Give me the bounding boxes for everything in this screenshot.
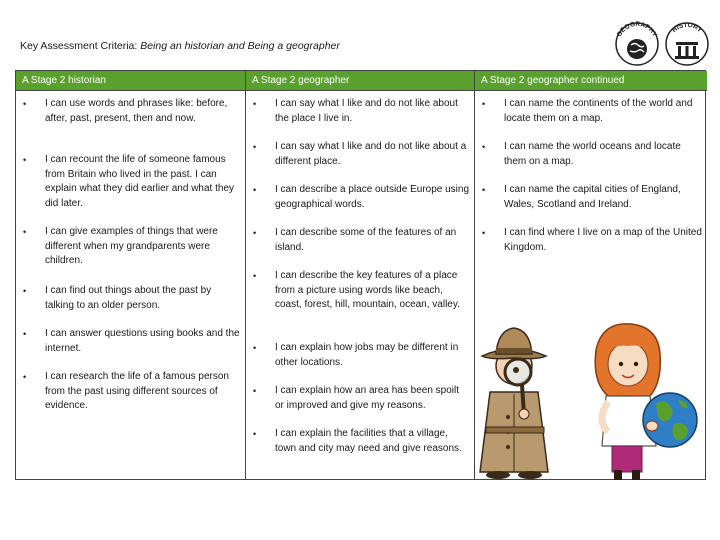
bullet: •: [482, 185, 486, 195]
detective-illustration: [468, 322, 560, 480]
geography-badge-icon: [612, 18, 662, 68]
list-item: • I can describe some of the features of an island.: [253, 227, 457, 253]
list-item: • I can name the continents of the world and locate them on a map.: [482, 98, 693, 124]
title-emphasis: Being an historian and Being a geographer: [140, 40, 340, 52]
list-item: • I can describe the key features of a place from a picture using words like beach, coast, forest, hill, mountain, ocean, valley.: [253, 270, 460, 310]
geography-badge-label: GEOGRAPHY: [615, 20, 659, 39]
bullet: •: [23, 227, 27, 237]
bullet: •: [23, 286, 27, 296]
list-item: • I can explain how an area has been spoilt or improved and give my reasons.: [253, 385, 460, 411]
list-item: • I can name the world oceans and locate them on a map.: [482, 141, 681, 167]
bullet: •: [253, 185, 257, 195]
historian-heading: A Stage 2 historian: [16, 71, 245, 91]
page-title: [20, 40, 340, 52]
list-item: • I can find out things about the past by talking to an older person.: [23, 285, 212, 311]
geographer-column: [245, 71, 474, 479]
list-item: • I can describe a place outside Europe using geographical words.: [253, 184, 470, 210]
bullet: •: [253, 142, 257, 152]
bullet: •: [482, 142, 486, 152]
historian-column: [16, 71, 245, 479]
list-item: • I can give examples of things that were different when my grandparents were children.: [23, 226, 218, 266]
list-item: • I can name the capital cities of England, Wales, Scotland and Ireland.: [482, 184, 681, 210]
history-badge-label: HISTORY: [670, 21, 704, 35]
geographer-continued-heading: A Stage 2 geographer continued: [475, 71, 707, 91]
list-item: • I can say what I like and do not like about the place I live in.: [253, 98, 458, 124]
girl-with-globe-illustration: [588, 320, 703, 482]
bullet: •: [253, 429, 257, 439]
bullet: •: [253, 386, 257, 396]
bullet: •: [253, 228, 257, 238]
list-item: • I can explain the facilities that a village, town and city may need and give reasons.: [253, 428, 462, 454]
title-prefix: Key Assessment Criteria:: [20, 40, 141, 52]
bullet: •: [23, 329, 27, 339]
list-item: • I can use words and phrases like: before, after, past, present, then and now.: [23, 98, 228, 124]
bullet: •: [23, 155, 27, 165]
list-item: • I can say what I like and do not like about a different place.: [253, 141, 467, 167]
bullet: •: [253, 99, 257, 109]
bullet: •: [482, 228, 486, 238]
list-item: • I can answer questions using books and the internet.: [23, 328, 240, 354]
list-item: • I can find where I live on a map of the United Kingdom.: [482, 227, 702, 253]
bullet: •: [482, 99, 486, 109]
geographer-heading: A Stage 2 geographer: [246, 71, 474, 91]
bullet: •: [253, 343, 257, 353]
list-item: • I can recount the life of someone famous from Britain who lived in the past. I can explain what they did earlier and what they did later.: [23, 154, 235, 209]
bullet: •: [253, 271, 257, 281]
bullet: •: [23, 372, 27, 382]
history-badge-icon: [662, 18, 712, 68]
list-item: • I can research the life of a famous person from the past using different sources of evidence.: [23, 371, 229, 411]
bullet: •: [23, 99, 27, 109]
list-item: • I can explain how jobs may be different in other locations.: [253, 342, 459, 368]
